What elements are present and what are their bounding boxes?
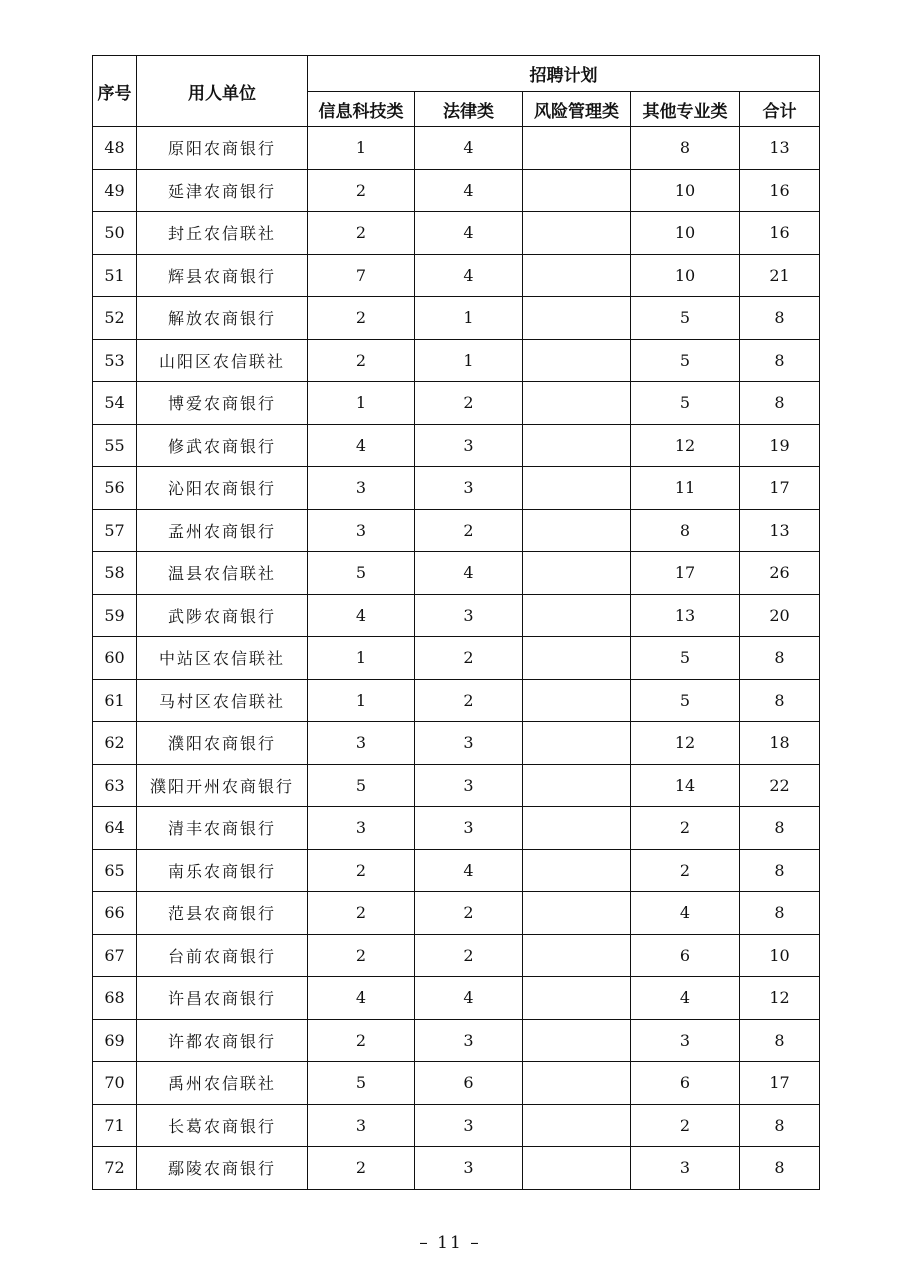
row-seq-cell: 67 [93,934,137,977]
it-count-cell: 4 [308,594,415,637]
row-unit-cell: 山阳区农信联社 [137,339,308,382]
it-count-cell: 2 [308,1147,415,1190]
row-seq-cell: 69 [93,1019,137,1062]
risk-count-cell [523,382,631,425]
total-count-cell: 16 [740,169,820,212]
law-count-cell: 1 [415,297,523,340]
row-seq-cell: 62 [93,722,137,765]
category-header: 其他专业类 [631,92,740,127]
it-count-cell: 1 [308,127,415,170]
category-header: 法律类 [415,92,523,127]
it-count-cell: 2 [308,892,415,935]
row-seq-cell: 56 [93,467,137,510]
it-count-cell: 5 [308,552,415,595]
row-seq-cell: 51 [93,254,137,297]
total-count-cell: 18 [740,722,820,765]
other-count-cell: 12 [631,424,740,467]
law-count-cell: 3 [415,722,523,765]
category-header: 风险管理类 [523,92,631,127]
total-count-cell: 8 [740,297,820,340]
table-row [93,1062,820,1105]
row-unit-cell: 孟州农商银行 [137,509,308,552]
risk-count-cell [523,849,631,892]
law-count-cell: 2 [415,892,523,935]
row-seq-cell: 72 [93,1147,137,1190]
law-count-cell: 2 [415,382,523,425]
law-count-cell: 3 [415,764,523,807]
total-count-cell: 8 [740,339,820,382]
other-count-cell: 12 [631,722,740,765]
risk-count-cell [523,509,631,552]
plan-header: 招聘计划 [308,56,820,92]
row-unit-cell: 清丰农商银行 [137,807,308,850]
seq-header: 序号 [93,56,137,127]
table-row [93,637,820,680]
total-count-cell: 12 [740,977,820,1020]
law-count-cell: 4 [415,977,523,1020]
row-unit-cell: 解放农商银行 [137,297,308,340]
total-count-cell: 8 [740,1019,820,1062]
table-row [93,127,820,170]
law-count-cell: 4 [415,254,523,297]
row-seq-cell: 64 [93,807,137,850]
row-unit-cell: 南乐农商银行 [137,849,308,892]
other-count-cell: 8 [631,127,740,170]
total-count-cell: 17 [740,1062,820,1105]
risk-count-cell [523,467,631,510]
law-count-cell: 2 [415,679,523,722]
table-row [93,807,820,850]
row-seq-cell: 65 [93,849,137,892]
it-count-cell: 2 [308,339,415,382]
other-count-cell: 5 [631,637,740,680]
table-row [93,1147,820,1190]
table-row [93,254,820,297]
it-count-cell: 2 [308,169,415,212]
category-header: 合计 [740,92,820,127]
row-seq-cell: 54 [93,382,137,425]
risk-count-cell [523,1062,631,1105]
other-count-cell: 3 [631,1147,740,1190]
risk-count-cell [523,169,631,212]
law-count-cell: 3 [415,807,523,850]
total-count-cell: 8 [740,1147,820,1190]
other-count-cell: 14 [631,764,740,807]
other-count-cell: 5 [631,339,740,382]
it-count-cell: 3 [308,467,415,510]
it-count-cell: 1 [308,637,415,680]
row-seq-cell: 52 [93,297,137,340]
law-count-cell: 2 [415,934,523,977]
other-count-cell: 3 [631,1019,740,1062]
it-count-cell: 2 [308,934,415,977]
other-count-cell: 6 [631,934,740,977]
row-seq-cell: 53 [93,339,137,382]
risk-count-cell [523,722,631,765]
other-count-cell: 2 [631,807,740,850]
risk-count-cell [523,339,631,382]
header-row [93,56,820,92]
law-count-cell: 3 [415,1147,523,1190]
category-header: 信息科技类 [308,92,415,127]
law-count-cell: 2 [415,509,523,552]
table-row [93,594,820,637]
law-count-cell: 4 [415,169,523,212]
row-seq-cell: 50 [93,212,137,255]
law-count-cell: 2 [415,637,523,680]
law-count-cell: 3 [415,1019,523,1062]
table-row [93,764,820,807]
law-count-cell: 3 [415,594,523,637]
other-count-cell: 4 [631,892,740,935]
total-count-cell: 20 [740,594,820,637]
risk-count-cell [523,254,631,297]
total-count-cell: 22 [740,764,820,807]
risk-count-cell [523,892,631,935]
other-count-cell: 5 [631,297,740,340]
row-seq-cell: 63 [93,764,137,807]
unit-header: 用人单位 [137,56,308,127]
other-count-cell: 2 [631,1104,740,1147]
risk-count-cell [523,934,631,977]
row-unit-cell: 许都农商银行 [137,1019,308,1062]
law-count-cell: 3 [415,467,523,510]
risk-count-cell [523,1019,631,1062]
risk-count-cell [523,127,631,170]
it-count-cell: 5 [308,1062,415,1105]
total-count-cell: 17 [740,467,820,510]
row-unit-cell: 濮阳农商银行 [137,722,308,765]
risk-count-cell [523,594,631,637]
table-row [93,509,820,552]
risk-count-cell [523,637,631,680]
row-unit-cell: 禹州农信联社 [137,1062,308,1105]
table-row [93,977,820,1020]
other-count-cell: 6 [631,1062,740,1105]
table-row [93,467,820,510]
row-seq-cell: 60 [93,637,137,680]
row-seq-cell: 68 [93,977,137,1020]
row-unit-cell: 武陟农商银行 [137,594,308,637]
it-count-cell: 1 [308,382,415,425]
it-count-cell: 3 [308,509,415,552]
table-row [93,934,820,977]
table-row [93,212,820,255]
other-count-cell: 5 [631,679,740,722]
law-count-cell: 4 [415,212,523,255]
it-count-cell: 7 [308,254,415,297]
table-row [93,849,820,892]
table-row [93,339,820,382]
it-count-cell: 3 [308,1104,415,1147]
it-count-cell: 2 [308,849,415,892]
table-row [93,169,820,212]
other-count-cell: 2 [631,849,740,892]
it-count-cell: 5 [308,764,415,807]
law-count-cell: 1 [415,339,523,382]
row-seq-cell: 49 [93,169,137,212]
row-unit-cell: 许昌农商银行 [137,977,308,1020]
risk-count-cell [523,552,631,595]
table-row [93,297,820,340]
other-count-cell: 10 [631,212,740,255]
row-seq-cell: 59 [93,594,137,637]
total-count-cell: 8 [740,637,820,680]
page-number: – 11 – [419,1233,481,1253]
law-count-cell: 3 [415,1104,523,1147]
row-unit-cell: 修武农商银行 [137,424,308,467]
row-seq-cell: 66 [93,892,137,935]
table-row [93,892,820,935]
row-unit-cell: 鄢陵农商银行 [137,1147,308,1190]
it-count-cell: 2 [308,1019,415,1062]
table-row [93,722,820,765]
risk-count-cell [523,297,631,340]
table-row [93,382,820,425]
total-count-cell: 13 [740,127,820,170]
other-count-cell: 10 [631,254,740,297]
it-count-cell: 4 [308,424,415,467]
law-count-cell: 6 [415,1062,523,1105]
table-row [93,1104,820,1147]
other-count-cell: 13 [631,594,740,637]
risk-count-cell [523,764,631,807]
total-count-cell: 8 [740,849,820,892]
total-count-cell: 10 [740,934,820,977]
row-unit-cell: 延津农商银行 [137,169,308,212]
law-count-cell: 4 [415,849,523,892]
row-unit-cell: 台前农商银行 [137,934,308,977]
row-seq-cell: 61 [93,679,137,722]
law-count-cell: 4 [415,552,523,595]
row-unit-cell: 马村区农信联社 [137,679,308,722]
other-count-cell: 8 [631,509,740,552]
risk-count-cell [523,1147,631,1190]
other-count-cell: 10 [631,169,740,212]
it-count-cell: 2 [308,297,415,340]
other-count-cell: 4 [631,977,740,1020]
law-count-cell: 3 [415,424,523,467]
row-unit-cell: 中站区农信联社 [137,637,308,680]
it-count-cell: 4 [308,977,415,1020]
table-row [93,679,820,722]
risk-count-cell [523,1104,631,1147]
row-unit-cell: 长葛农商银行 [137,1104,308,1147]
total-count-cell: 8 [740,382,820,425]
row-unit-cell: 沁阳农商银行 [137,467,308,510]
other-count-cell: 11 [631,467,740,510]
risk-count-cell [523,212,631,255]
row-unit-cell: 封丘农信联社 [137,212,308,255]
row-seq-cell: 70 [93,1062,137,1105]
total-count-cell: 16 [740,212,820,255]
table-row [93,552,820,595]
it-count-cell: 3 [308,807,415,850]
other-count-cell: 5 [631,382,740,425]
risk-count-cell [523,679,631,722]
total-count-cell: 21 [740,254,820,297]
law-count-cell: 4 [415,127,523,170]
total-count-cell: 8 [740,1104,820,1147]
risk-count-cell [523,977,631,1020]
total-count-cell: 13 [740,509,820,552]
it-count-cell: 3 [308,722,415,765]
row-unit-cell: 博爱农商银行 [137,382,308,425]
other-count-cell: 17 [631,552,740,595]
row-seq-cell: 58 [93,552,137,595]
row-unit-cell: 原阳农商银行 [137,127,308,170]
row-unit-cell: 范县农商银行 [137,892,308,935]
row-unit-cell: 濮阳开州农商银行 [137,764,308,807]
it-count-cell: 2 [308,212,415,255]
row-seq-cell: 55 [93,424,137,467]
row-seq-cell: 57 [93,509,137,552]
total-count-cell: 8 [740,892,820,935]
row-seq-cell: 48 [93,127,137,170]
it-count-cell: 1 [308,679,415,722]
risk-count-cell [523,424,631,467]
row-seq-cell: 71 [93,1104,137,1147]
row-unit-cell: 温县农信联社 [137,552,308,595]
table-body [93,127,820,1190]
recruitment-plan-table [92,55,820,1190]
table-row [93,1019,820,1062]
total-count-cell: 19 [740,424,820,467]
total-count-cell: 26 [740,552,820,595]
risk-count-cell [523,807,631,850]
table-row [93,424,820,467]
total-count-cell: 8 [740,807,820,850]
row-unit-cell: 辉县农商银行 [137,254,308,297]
total-count-cell: 8 [740,679,820,722]
